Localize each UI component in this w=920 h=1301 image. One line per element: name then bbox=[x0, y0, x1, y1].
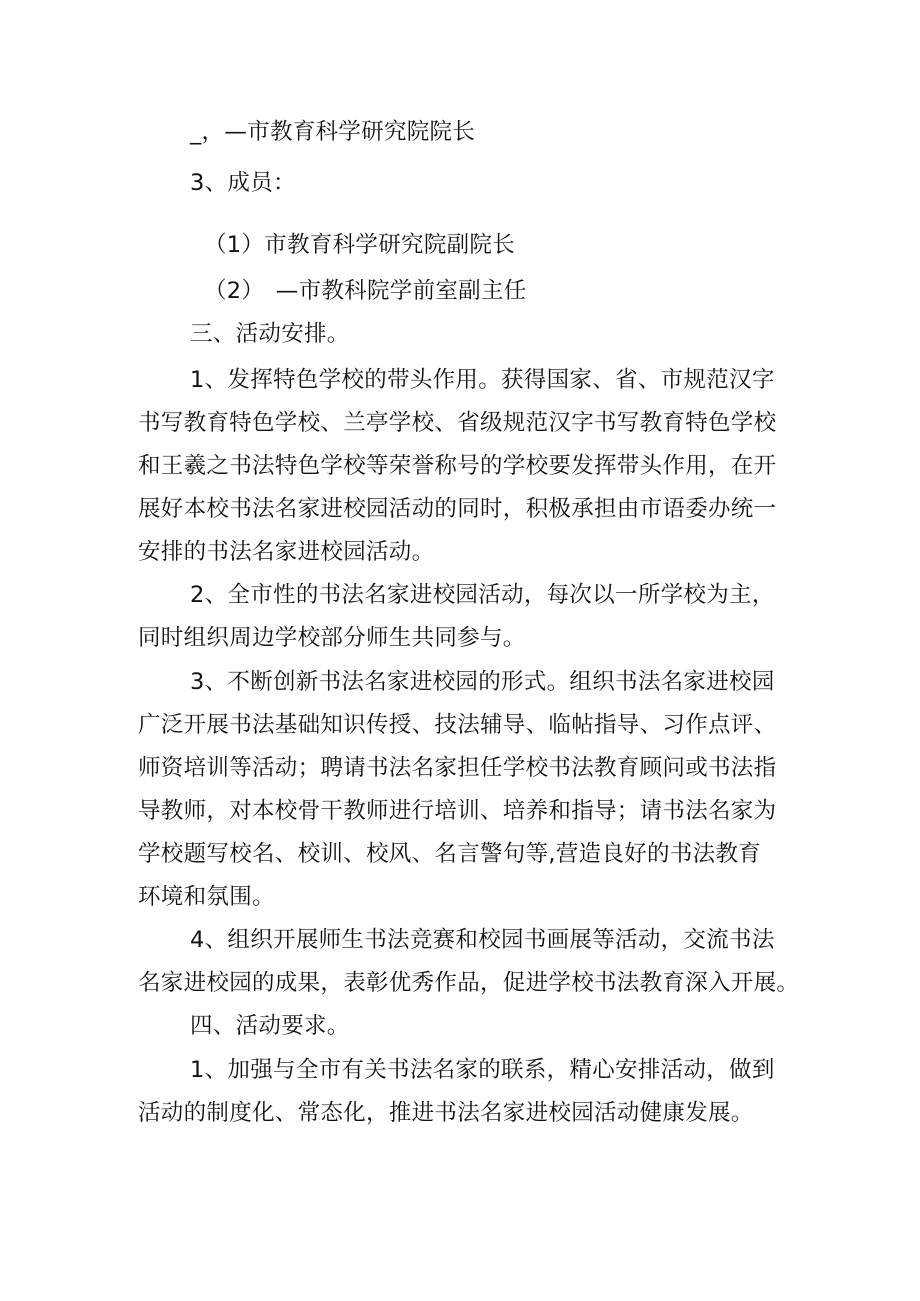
text-line-member-2: （2） —市教科院学前室副主任 bbox=[204, 278, 527, 304]
paragraph-line: 2、全市性的书法名家进校园活动，每次以一所学校为主， bbox=[190, 582, 775, 608]
paragraph-line: 导教师，对本校骨干教师进行培训、培养和指导；请书法名家为 bbox=[138, 798, 777, 824]
section-heading-requirements: 四、活动要求。 bbox=[190, 1013, 350, 1039]
paragraph-line: 1、发挥特色学校的带头作用。获得国家、省、市规范汉字 bbox=[190, 367, 775, 393]
paragraph-line: 3、不断创新书法名家进校园的形式。组织书法名家进校园 bbox=[190, 669, 775, 695]
text-line-leader: _，—市教育科学研究院院长 bbox=[190, 119, 476, 145]
paragraph-line: 和王羲之书法特色学校等荣誉称号的学校要发挥带头作用，在开 bbox=[138, 453, 777, 479]
paragraph-line: 学校题写校名、校训、校风、名言警句等,营造良好的书法教育 bbox=[138, 841, 762, 867]
paragraph-line: 广泛开展书法基础知识传授、技法辅导、临帖指导、习作点评、 bbox=[138, 712, 777, 738]
paragraph-line: 安排的书法名家进校园活动。 bbox=[138, 539, 435, 565]
paragraph-line: 活动的制度化、常态化，推进书法名家进校园活动健康发展。 bbox=[138, 1100, 754, 1126]
paragraph-line: 师资培训等活动；聘请书法名家担任学校书法教育顾问或书法指 bbox=[138, 755, 777, 781]
paragraph-line: 1、加强与全市有关书法名家的联系，精心安排活动，做到 bbox=[190, 1057, 775, 1083]
paragraph-line: 名家进校园的成果，表彰优秀作品，促进学校书法教育深入开展。 bbox=[138, 970, 800, 996]
text-line-member-1: （1）市教育科学研究院副院长 bbox=[204, 232, 516, 258]
paragraph-line: 环境和氛围。 bbox=[138, 884, 275, 910]
paragraph-line: 同时组织周边学校部分师生共同参与。 bbox=[138, 625, 526, 651]
text-line-members-heading: 3、成员： bbox=[190, 170, 296, 196]
paragraph-line: 展好本校书法名家进校园活动的同时，积极承担由市语委办统一 bbox=[138, 496, 777, 522]
paragraph-line: 4、组织开展师生书法竞赛和校园书画展等活动，交流书法 bbox=[190, 927, 775, 953]
paragraph-line: 书写教育特色学校、兰亭学校、省级规范汉字书写教育特色学校 bbox=[138, 410, 777, 436]
section-heading-activities: 三、活动安排。 bbox=[190, 321, 350, 347]
